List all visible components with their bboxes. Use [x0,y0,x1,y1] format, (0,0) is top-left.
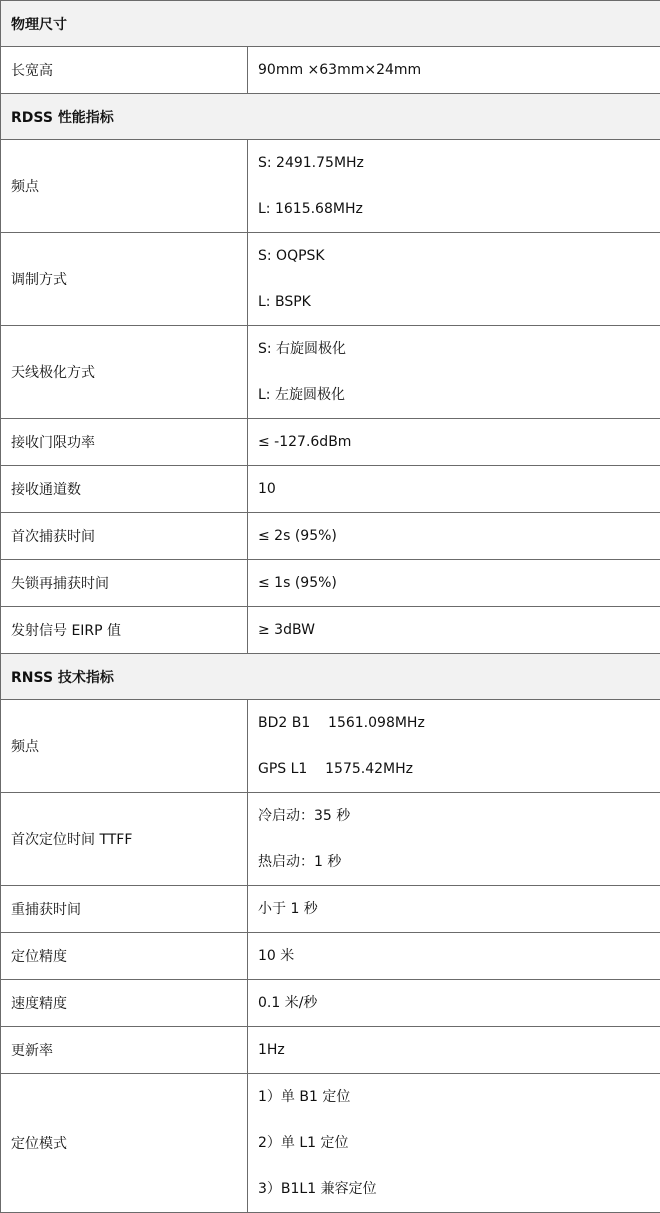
row-label: 接收门限功率 [1,419,248,466]
section-title: RNSS 技术指标 [1,654,660,700]
row-value [248,47,660,94]
row-label: 速度精度 [1,980,248,1027]
value-line: ≥ 3dBW [258,607,660,653]
row-label: 定位模式 [1,1074,248,1213]
row-value [248,700,660,793]
row-label: 调制方式 [1,233,248,326]
value-line: S: 2491.75MHz [258,140,660,186]
row-value [248,326,660,419]
row-value [248,933,660,980]
value-line: ≤ 2s (95%) [258,513,660,559]
row-value [248,886,660,933]
row-label: 失锁再捕获时间 [1,560,248,607]
value-line: 3）B1L1 兼容定位 [258,1166,660,1212]
value-line: S: OQPSK [258,233,660,279]
row-value [248,1027,660,1074]
section-header-physical [1,1,660,47]
table-row [1,793,660,886]
row-value [248,607,660,654]
value-line: 热启动：1 秒 [258,839,660,885]
value-line: 小于 1 秒 [258,886,660,932]
value-line: L: BSPK [258,279,660,325]
table-row [1,607,660,654]
table-row [1,233,660,326]
row-label: 重捕获时间 [1,886,248,933]
value-line: 90mm ×63mm×24mm [258,47,660,93]
row-label: 首次捕获时间 [1,513,248,560]
table-row [1,933,660,980]
value-line: L: 1615.68MHz [258,186,660,232]
value-line: L: 左旋圆极化 [258,372,660,418]
row-label: 更新率 [1,1027,248,1074]
value-line: 0.1 米/秒 [258,980,660,1026]
row-label: 首次定位时间 TTFF [1,793,248,886]
row-value [248,233,660,326]
table-row [1,513,660,560]
value-line: GPS L1 1575.42MHz [258,746,660,792]
value-line: ≤ -127.6dBm [258,419,660,465]
value-line: BD2 B1 1561.098MHz [258,700,660,746]
row-label: 发射信号 EIRP 值 [1,607,248,654]
table-row [1,1027,660,1074]
row-value [248,140,660,233]
table-row [1,560,660,607]
section-header-rnss [1,654,660,700]
row-value [248,1074,660,1213]
row-label: 长宽高 [1,47,248,94]
row-value [248,980,660,1027]
row-label: 天线极化方式 [1,326,248,419]
value-line: ≤ 1s (95%) [258,560,660,606]
section-header-rdss [1,94,660,140]
row-label: 定位精度 [1,933,248,980]
row-label: 频点 [1,140,248,233]
table-row [1,980,660,1027]
row-value [248,793,660,886]
value-line: S: 右旋圆极化 [258,326,660,372]
value-line: 1）单 B1 定位 [258,1074,660,1120]
value-line: 10 [258,466,660,512]
row-value [248,513,660,560]
table-row [1,326,660,419]
table-row [1,886,660,933]
value-line: 冷启动：35 秒 [258,793,660,839]
row-value [248,419,660,466]
table-row [1,466,660,513]
table-row [1,700,660,793]
row-value [248,466,660,513]
table-row [1,140,660,233]
value-line: 10 米 [258,933,660,979]
row-label: 接收通道数 [1,466,248,513]
value-line: 2）单 L1 定位 [258,1120,660,1166]
value-line: 1Hz [258,1027,660,1073]
table-row [1,47,660,94]
row-label: 频点 [1,700,248,793]
section-title: 物理尺寸 [1,1,660,47]
table-row [1,419,660,466]
row-value [248,560,660,607]
section-title: RDSS 性能指标 [1,94,660,140]
table-row [1,1074,660,1213]
